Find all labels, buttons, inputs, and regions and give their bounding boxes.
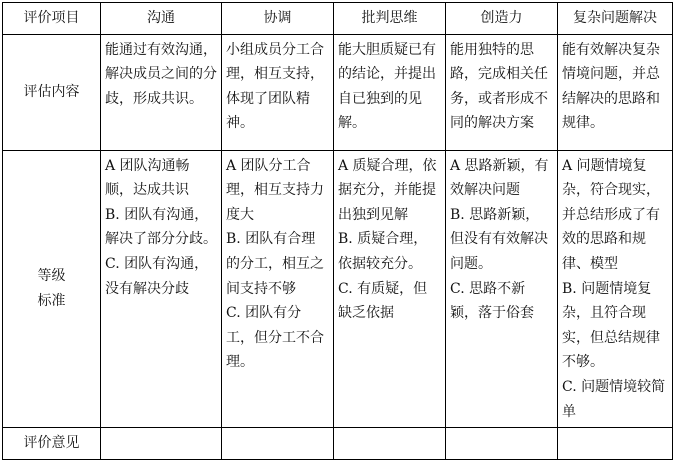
criteria-label-line2: 标准 xyxy=(37,292,66,309)
content-row xyxy=(3,34,673,150)
remarks-row xyxy=(3,428,673,460)
criteria-cell-creativity xyxy=(446,150,558,428)
content-row-label: 评估内容 xyxy=(3,34,101,150)
criteria-cell-coordination xyxy=(222,150,334,428)
criteria-text-coordination: A 团队分工合理，相互支持力度大 B. 团队有合理的分工，相互之间支持不够 C. 团队有分工，但分工不合理。 xyxy=(226,157,324,371)
remarks-cell-complex-problem-solving xyxy=(558,428,673,460)
criteria-cell-complex-problem-solving xyxy=(558,150,673,428)
content-cell-coordination: 小组成员分工合理，相互支持，体现了团队精神。 xyxy=(222,34,334,150)
content-cell-communication: 能通过有效沟通，解决成员之间的分歧，形成共识。 xyxy=(101,34,222,150)
remarks-cell-coordination xyxy=(222,428,334,460)
header-row xyxy=(3,3,673,35)
criteria-text-creativity: A 思路新颖，有效解决问题 B. 思路新颖，但没有有效解决问题。 C. 思路不新颖，落于俗套 xyxy=(450,157,549,322)
header-communication: 沟通 xyxy=(101,3,222,35)
header-coordination: 协调 xyxy=(222,3,334,35)
criteria-cell-communication xyxy=(101,150,222,428)
remarks-cell-critical-thinking xyxy=(334,428,446,460)
evaluation-rubric-table xyxy=(2,2,673,460)
criteria-text-communication: A 团队沟通畅顺，达成共识 B. 团队有沟通，解决了部分分歧。 C. 团队有沟通，没有解决分歧 xyxy=(105,157,217,297)
header-creativity: 创造力 xyxy=(446,3,558,35)
header-critical-thinking: 批判思维 xyxy=(334,3,446,35)
criteria-label-line1: 等级 xyxy=(37,268,66,285)
criteria-text-complex-problem-solving: A 问题情境复杂，符合现实，并总结形成了有效的思路和规律、模型 B. 问题情境复杂，且符合现实，但总结规律不够。 C. 问题情境较简单 xyxy=(562,157,666,420)
content-cell-complex-problem-solving: 能有效解决复杂情境问题，并总结解决的思路和规律。 xyxy=(558,34,673,150)
remarks-row-label: 评价意见 xyxy=(3,428,101,460)
criteria-text-critical-thinking: A 质疑合理，依据充分，并能提出独到见解 B. 质疑合理，依据较充分。 C. 有质疑，但缺乏依据 xyxy=(338,157,437,322)
header-complex-problem-solving: 复杂问题解决 xyxy=(558,3,673,35)
criteria-row-label xyxy=(3,150,101,428)
content-cell-creativity: 能用独特的思路，完成相关任务，或者形成不同的解决方案 xyxy=(446,34,558,150)
content-cell-critical-thinking: 能大胆质疑已有的结论，并提出自已独到的见解。 xyxy=(334,34,446,150)
criteria-cell-critical-thinking xyxy=(334,150,446,428)
criteria-row xyxy=(3,150,673,428)
remarks-cell-communication xyxy=(101,428,222,460)
remarks-cell-creativity xyxy=(446,428,558,460)
header-item-label: 评价项目 xyxy=(3,3,101,35)
